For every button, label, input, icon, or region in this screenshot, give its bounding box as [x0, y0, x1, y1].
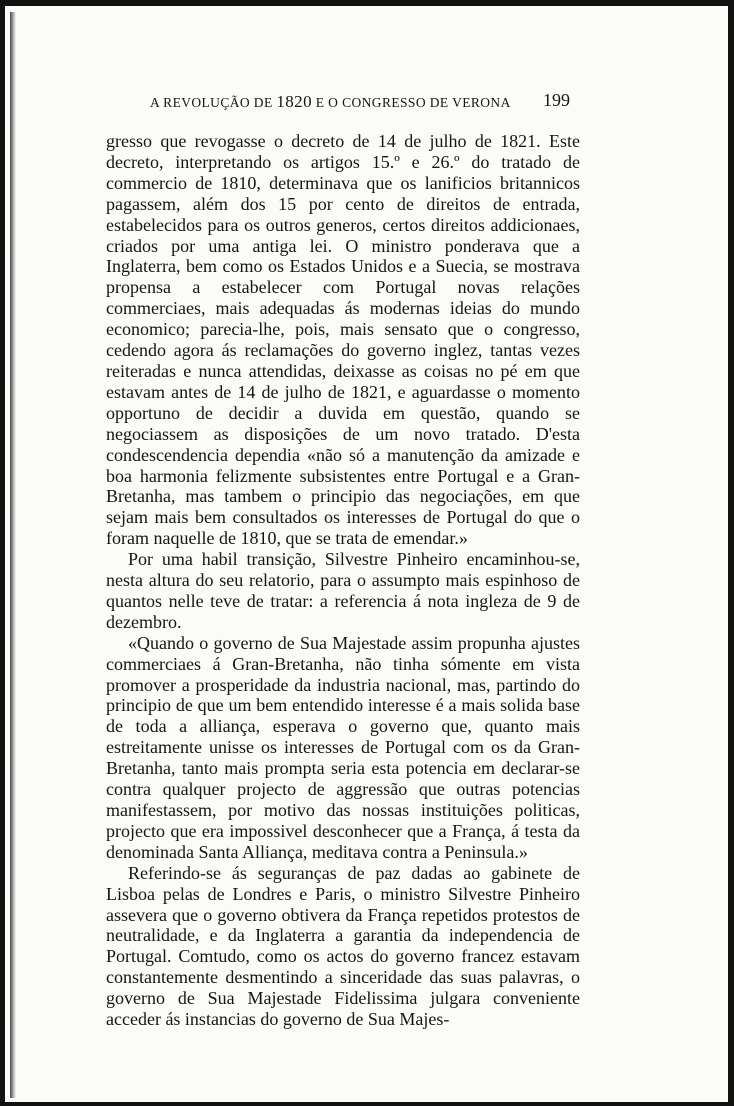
binding-edge-shadow — [10, 12, 16, 1098]
body-text — [106, 131, 580, 1030]
running-head — [150, 92, 511, 112]
paragraph-continuation: gresso que revogasse o decreto de 14 de julho de 1821. Este decreto, interpretando os artigos 15.º e 26.º do tratado de commercio de 1810, determinava que os lanificios britannicos pagassem, além dos 15 por cento de direitos de entrada, estabelecidos para os outros generos, certos direitos addicionaes, criados por uma antiga lei. O ministro ponderava que a Inglaterra, bem como os Estados Unidos e a Suecia, se mostrava propensa a estabelecer com Portugal novas relações commerciaes, mais adequadas ás modernas ideias do mundo economico; parecia-lhe, pois, mais sensato que o congresso, cedendo agora ás reclamações do governo inglez, tantas vezes reiteradas e nunca attendidas, deixasse as coisas no pé em que estavam antes de 14 de julho de 1821, e aguardasse o momento opportuno de decidir a duvida em questão, quando se negociassem as disposições de um novo tratado. D'esta condescendencia dependia «não só a manutenção da amizade e boa harmonia felizmente subsistentes entre Portugal e a Gran-Bretanha, mas tambem o principio das negociações, em que sejam mais bem consultados os interesses de Portugal do que o foram naquelle de 1810, que se trata de emendar.» — [106, 131, 580, 549]
paragraph-quotation: «Quando o governo de Sua Majestade assim propunha ajustes commerciaes á Gran-Bretanha, não tinha sómente em vista promover a prosperidade da industria nacional, mas, partindo do principio de que um bem entendido interesse é a mais solida base de toda a alliança, esperava o governo que, quanto mais estreitamente unisse os interesses de Portugal com os da Gran-Bretanha, tanto mais prompta seria esta potencia em declarar-se contra qualquer projecto de aggressão que outras potencias manifestassem, por motivo das nossas instituições politicas, projecto que era impossivel desconhecer que a França, á testa da denominada Santa Alliança, meditava contra a Peninsula.» — [106, 632, 580, 862]
paragraph-guarantees: Referindo-se ás seguranças de paz dadas ao gabinete de Lisboa pelas de Londres e Paris, o ministro Silvestre Pinheiro assevera que o governo obtivera da França repetidos protestos de neutralidade, e da Inglaterra a garantia da independencia de Portugal. Comtudo, como os actos do governo francez estavam constantemente desmentindo a sinceridade das suas palavras, o governo de Sua Majestade Fidelissima julgara conveniente acceder ás instancias do governo de Sua Majes- — [106, 862, 580, 1030]
paragraph-transition: Por uma habil transição, Silvestre Pinheiro encaminhou-se, nesta altura do seu relatorio, para o assumpto mais espinhoso de quantos nelle teve de tratar: a referencia á nota ingleza de 9 de dezembro. — [106, 549, 580, 632]
page-header — [150, 90, 570, 118]
running-head-before-year: A REVOLUÇÃO DE — [150, 95, 277, 110]
running-head-after-year: E O CONGRESSO DE VERONA — [311, 95, 511, 110]
page-number: 199 — [543, 90, 570, 110]
running-head-year: 1820 — [276, 92, 312, 111]
